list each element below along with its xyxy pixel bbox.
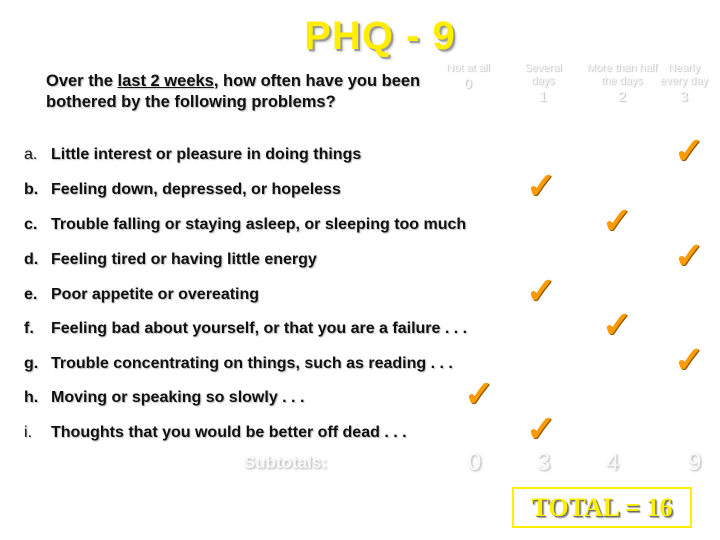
- question-text: [46, 71, 426, 113]
- column-header-nearly-every-day: [655, 62, 713, 103]
- question-row: [24, 216, 466, 234]
- check-mark-icon: ✓: [526, 408, 557, 449]
- check-mark-icon: ✓: [674, 235, 705, 276]
- item-letter: e.: [24, 286, 38, 303]
- item-letter: b.: [24, 181, 39, 198]
- column-score: 1: [539, 88, 547, 104]
- item-text: Trouble falling or staying asleep, or sleeping too much: [51, 216, 467, 233]
- item-text: Poor appetite or overeating: [51, 286, 260, 303]
- question-row: [24, 320, 467, 338]
- subtotal-nearly-every-day: 9: [688, 449, 702, 476]
- item-letter: g.: [24, 355, 39, 372]
- question-row: [24, 146, 361, 164]
- item-text: Feeling bad about yourself, or that you are a failure . . .: [51, 320, 468, 337]
- item-text: Feeling tired or having little energy: [51, 251, 317, 268]
- item-text: Trouble concentrating on things, such as reading . . .: [51, 355, 453, 372]
- question-row: [24, 251, 317, 269]
- item-letter: f.: [24, 320, 34, 337]
- total-score: TOTAL = 16: [512, 487, 692, 528]
- check-mark-icon: ✓: [526, 270, 557, 311]
- column-label: Nearly every day: [660, 62, 708, 87]
- question-row: [24, 355, 453, 373]
- subtotals-label: Subtotals:: [244, 453, 328, 472]
- question-row: [24, 181, 341, 199]
- question-part-2: , how often have you been bothered by the following problems?: [46, 72, 421, 111]
- column-score: 0: [464, 75, 472, 91]
- column-score: 3: [680, 88, 688, 104]
- subtotal-more-than-half: 4: [606, 449, 620, 476]
- item-text: Thoughts that you would be better off dead . . .: [51, 424, 407, 441]
- item-text: Feeling down, depressed, or hopeless: [51, 181, 341, 198]
- item-letter: i.: [24, 424, 32, 441]
- subtotal-several-days: 3: [537, 449, 551, 476]
- question-row: [24, 286, 259, 304]
- question-emphasis: last 2 weeks: [117, 72, 214, 90]
- item-letter: a.: [24, 146, 38, 163]
- item-text: Moving or speaking so slowly . . .: [51, 389, 305, 406]
- column-label: Not at all: [446, 62, 490, 74]
- subtotal-not-at-all: 0: [468, 449, 482, 476]
- check-mark-icon: ✓: [464, 373, 495, 414]
- column-header-several-days: [520, 62, 566, 103]
- item-letter: d.: [24, 251, 39, 268]
- item-letter: c.: [24, 216, 38, 233]
- check-mark-icon: ✓: [674, 339, 705, 380]
- question-row: [24, 389, 304, 407]
- column-header-not-at-all: [445, 62, 491, 90]
- check-mark-icon: ✓: [602, 200, 633, 241]
- item-letter: h.: [24, 389, 39, 406]
- column-header-more-than-half: [584, 62, 660, 103]
- column-label: Several days: [524, 62, 562, 87]
- check-mark-icon: ✓: [674, 130, 705, 171]
- check-mark-icon: ✓: [526, 165, 557, 206]
- column-label: More than half the days: [586, 62, 658, 87]
- column-score: 2: [618, 88, 626, 104]
- check-mark-icon: ✓: [602, 304, 633, 345]
- item-text: Little interest or pleasure in doing things: [51, 146, 362, 163]
- question-part-1: Over the: [46, 72, 118, 90]
- page-title: PHQ - 9: [304, 14, 456, 58]
- question-row: [24, 424, 407, 442]
